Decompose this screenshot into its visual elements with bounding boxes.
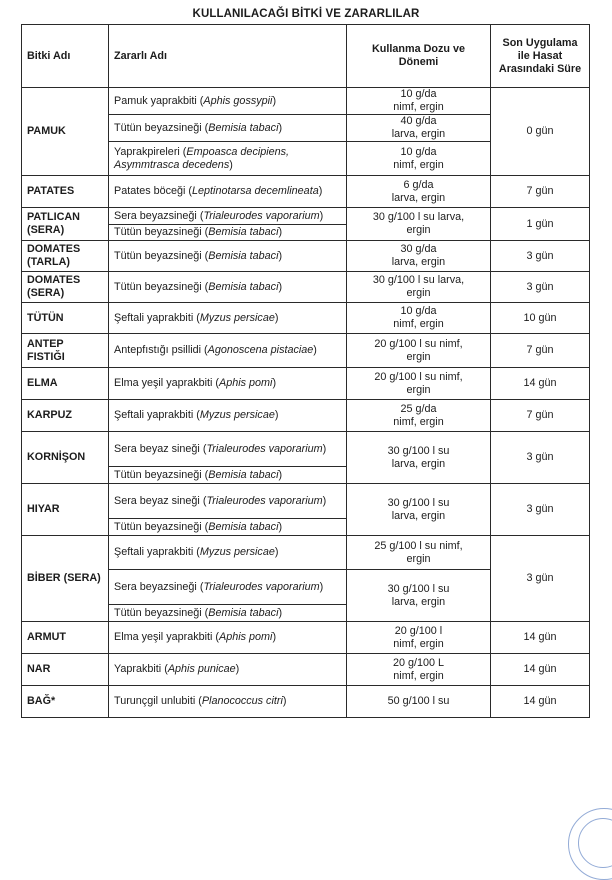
pest-common-name: Tütün beyazsineği: [114, 468, 202, 481]
dose-cell: 30 g/da larva, ergin: [347, 241, 491, 272]
pest-name: Turunçgil unlubiti (Planococcus citri): [109, 686, 347, 718]
pest-scientific-name: Trialeurodes vaporarium: [206, 442, 323, 455]
harvest-interval: 3 gün: [491, 484, 590, 536]
harvest-interval: 14 gün: [491, 686, 590, 718]
table-row: [22, 368, 590, 400]
pest-name: Sera beyazsineği (Trialeurodes vaporarium): [109, 570, 347, 605]
pest-name: Sera beyaz sineği (Trialeurodes vaporarium): [109, 432, 347, 467]
harvest-interval: 7 gün: [491, 334, 590, 368]
pest-scientific-name: Agonoscena pistaciae: [207, 344, 314, 356]
pest-name: Tütün beyazsineği (Bemisia tabaci): [109, 241, 347, 272]
dose-cell: 10 g/da nimf, ergin: [347, 88, 491, 115]
official-stamp: [568, 808, 612, 880]
harvest-interval: 10 gün: [491, 303, 590, 334]
pest-common-name: Patates böceği: [114, 185, 186, 197]
pest-name: Şeftali yaprakbiti (Myzus persicae): [109, 536, 347, 570]
crop-name: ELMA: [22, 368, 109, 400]
pest-common-name: Tütün beyazsineği: [114, 121, 202, 134]
header-harvest-interval: Son Uygulama ile Hasat Arasındaki Süre: [491, 25, 590, 88]
harvest-interval: 3 gün: [491, 241, 590, 272]
table-row: [22, 176, 590, 208]
dose-cell: 6 g/da larva, ergin: [347, 176, 491, 208]
dose-cell: 25 g/100 l su nimf, ergin: [347, 536, 491, 570]
pest-scientific-name: Empoasca decipiens, Asymmtrasca decedens: [114, 145, 290, 171]
table-row: [22, 272, 590, 303]
crop-name: BAĞ*: [22, 686, 109, 718]
table-row: [22, 432, 590, 467]
pest-common-name: Pamuk yaprakbiti: [114, 94, 197, 107]
pest-scientific-name: Bemisia tabaci: [208, 121, 279, 134]
pest-name: Tütün beyazsineği (Bemisia tabaci): [109, 605, 347, 622]
pest-common-name: Yaprakpireleri: [114, 145, 180, 158]
table-row: [22, 208, 590, 225]
harvest-interval: 3 gün: [491, 432, 590, 484]
crop-name: DOMATES (TARLA): [22, 241, 109, 272]
dose-cell: 25 g/da nimf, ergin: [347, 400, 491, 432]
crop-name: BİBER (SERA): [22, 536, 109, 622]
pest-common-name: Tütün beyazsineği: [114, 606, 202, 619]
pest-scientific-name: Bemisia tabaci: [208, 468, 279, 481]
pest-scientific-name: Bemisia tabaci: [208, 520, 279, 533]
pest-name: Tütün beyazsineği (Bemisia tabaci): [109, 225, 347, 241]
header-pest: Zararlı Adı: [109, 25, 347, 88]
pest-scientific-name: Myzus persicae: [199, 546, 275, 558]
pest-common-name: Antepfıstığı psillidi: [114, 344, 202, 356]
pest-scientific-name: Myzus persicae: [199, 311, 275, 324]
pest-name: Tütün beyazsineği (Bemisia tabaci): [109, 115, 347, 142]
pest-name: Yaprakbiti (Aphis punicae): [109, 654, 347, 686]
pest-common-name: Sera beyazsineği: [114, 209, 197, 222]
pest-scientific-name: Aphis punicae: [167, 663, 236, 675]
dose-cell: 20 g/100 L nimf, ergin: [347, 654, 491, 686]
pest-common-name: Elma yeşil yaprakbiti: [114, 631, 213, 643]
crop-name: PATATES: [22, 176, 109, 208]
table-row: [22, 686, 590, 718]
table-row: [22, 303, 590, 334]
pest-name: Pamuk yaprakbiti (Aphis gossypii): [109, 88, 347, 115]
dose-cell: 20 g/100 l su nimf, ergin: [347, 368, 491, 400]
pest-name: Yaprakpireleri (Empoasca decipiens, Asymmtrasca decedens): [109, 142, 347, 176]
pest-scientific-name: Planococcus citri: [201, 695, 283, 707]
table-row: [22, 400, 590, 432]
pest-scientific-name: Aphis pomi: [219, 631, 273, 643]
pest-scientific-name: Aphis pomi: [219, 377, 273, 389]
table-row: [22, 334, 590, 368]
header-crop: Bitki Adı: [22, 25, 109, 88]
pest-name: Patates böceği (Leptinotarsa decemlineata): [109, 176, 347, 208]
pest-scientific-name: Trialeurodes vaporarium: [206, 494, 323, 507]
harvest-interval: 7 gün: [491, 176, 590, 208]
pest-common-name: Şeftali yaprakbiti: [114, 546, 194, 558]
crop-name: DOMATES (SERA): [22, 272, 109, 303]
harvest-interval: 3 gün: [491, 536, 590, 622]
pest-name: Şeftali yaprakbiti (Myzus persicae): [109, 400, 347, 432]
table-row: [22, 241, 590, 272]
crop-name: KARPUZ: [22, 400, 109, 432]
crop-name: PATLICAN (SERA): [22, 208, 109, 241]
pest-name: Sera beyaz sineği (Trialeurodes vaporarium): [109, 484, 347, 519]
pest-common-name: Sera beyaz sineği: [114, 442, 200, 455]
pest-scientific-name: Trialeurodes vaporarium: [203, 209, 320, 222]
crop-pest-table: [21, 24, 590, 718]
crop-name: KORNİŞON: [22, 432, 109, 484]
pest-scientific-name: Bemisia tabaci: [208, 249, 279, 262]
pest-scientific-name: Bemisia tabaci: [208, 226, 279, 238]
pest-common-name: Elma yeşil yaprakbiti: [114, 377, 213, 389]
pest-common-name: Turunçgil unlubiti: [114, 695, 196, 707]
dose-cell: 30 g/100 l su larva, ergin: [347, 432, 491, 484]
pest-scientific-name: Aphis gossypii: [203, 94, 273, 107]
dose-cell: 10 g/da nimf, ergin: [347, 303, 491, 334]
table-row: [22, 536, 590, 570]
dose-cell: 20 g/100 l nimf, ergin: [347, 622, 491, 654]
pest-name: Sera beyazsineği (Trialeurodes vaporarium): [109, 208, 347, 225]
pest-common-name: Tütün beyazsineği: [114, 249, 202, 262]
pest-scientific-name: Bemisia tabaci: [208, 606, 279, 619]
table-row: [22, 622, 590, 654]
harvest-interval: 14 gün: [491, 654, 590, 686]
dose-cell: 30 g/100 l su larva, ergin: [347, 272, 491, 303]
pest-common-name: Yaprakbiti: [114, 663, 162, 675]
harvest-interval: 14 gün: [491, 622, 590, 654]
harvest-interval: 14 gün: [491, 368, 590, 400]
pest-common-name: Tütün beyazsineği: [114, 520, 202, 533]
crop-name: ARMUT: [22, 622, 109, 654]
crop-name: PAMUK: [22, 88, 109, 176]
dose-cell: 40 g/da larva, ergin: [347, 115, 491, 142]
pest-common-name: Şeftali yaprakbiti: [114, 409, 194, 421]
dose-cell: 30 g/100 l su larva, ergin: [347, 208, 491, 241]
dose-cell: 30 g/100 l su larva, ergin: [347, 570, 491, 622]
pest-scientific-name: Myzus persicae: [199, 409, 275, 421]
crop-name: HIYAR: [22, 484, 109, 536]
crop-name: NAR: [22, 654, 109, 686]
pest-scientific-name: Leptinotarsa decemlineata: [192, 185, 319, 197]
dose-cell: 30 g/100 l su larva, ergin: [347, 484, 491, 536]
dose-cell: 10 g/da nimf, ergin: [347, 142, 491, 176]
harvest-interval: 1 gün: [491, 208, 590, 241]
table-row: [22, 484, 590, 519]
pest-name: Elma yeşil yaprakbiti (Aphis pomi): [109, 368, 347, 400]
crop-name: TÜTÜN: [22, 303, 109, 334]
harvest-interval: 0 gün: [491, 88, 590, 176]
pest-name: Tütün beyazsineği (Bemisia tabaci): [109, 272, 347, 303]
harvest-interval: 7 gün: [491, 400, 590, 432]
pest-name: Tütün beyazsineği (Bemisia tabaci): [109, 467, 347, 484]
dose-cell: 50 g/100 l su: [347, 686, 491, 718]
pest-name: Tütün beyazsineği (Bemisia tabaci): [109, 519, 347, 536]
table-row: [22, 654, 590, 686]
pest-scientific-name: Trialeurodes vaporarium: [203, 580, 320, 593]
pest-common-name: Şeftali yaprakbiti: [114, 311, 194, 324]
header-dose: Kullanma Dozu ve Dönemi: [347, 25, 491, 88]
pest-scientific-name: Bemisia tabaci: [208, 280, 279, 293]
pest-name: Elma yeşil yaprakbiti (Aphis pomi): [109, 622, 347, 654]
harvest-interval: 3 gün: [491, 272, 590, 303]
pest-name: Şeftali yaprakbiti (Myzus persicae): [109, 303, 347, 334]
crop-name: ANTEP FISTIĞI: [22, 334, 109, 368]
pest-common-name: Tütün beyazsineği: [114, 226, 202, 238]
document-title: KULLANILACAĞI BİTKİ VE ZARARLILAR: [192, 8, 420, 20]
table-header-row: [22, 25, 590, 88]
pest-name: Antepfıstığı psillidi (Agonoscena pistaciae): [109, 334, 347, 368]
pest-common-name: Sera beyaz sineği: [114, 494, 200, 507]
dose-cell: 20 g/100 l su nimf, ergin: [347, 334, 491, 368]
table-row: [22, 88, 590, 115]
pest-common-name: Sera beyazsineği: [114, 580, 197, 593]
pest-common-name: Tütün beyazsineği: [114, 280, 202, 293]
